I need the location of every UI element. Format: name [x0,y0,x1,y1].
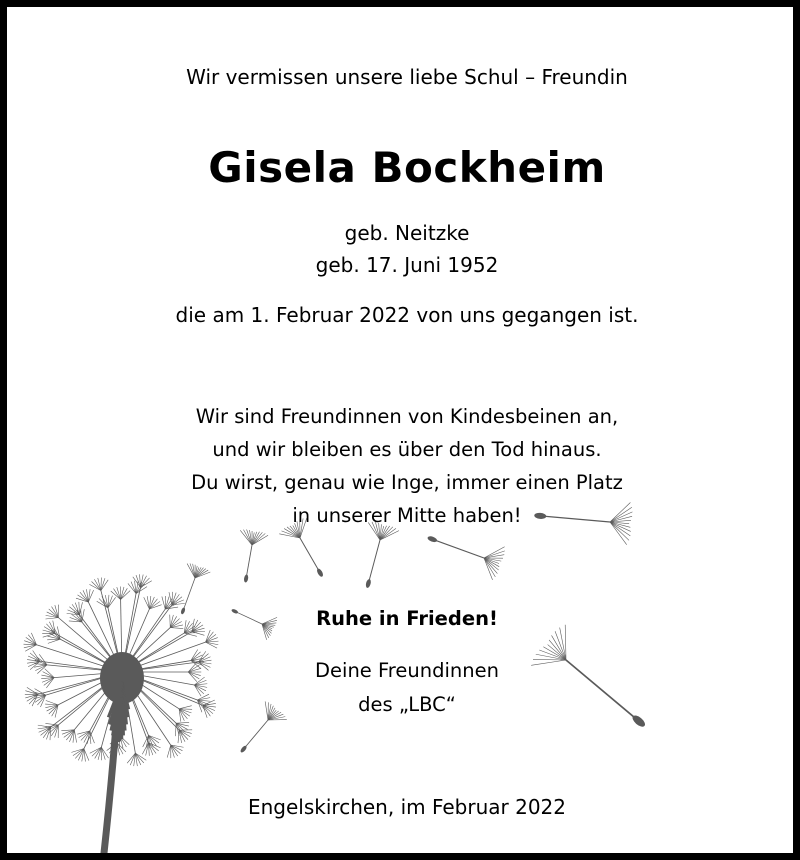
poem-line: Wir sind Freundinnen von Kindesbeinen an, [195,405,619,428]
birth-date: geb. 17. Juni 1952 [315,253,499,277]
death-statement: die am 1. Februar 2022 von uns gegangen ist. [175,303,639,327]
flying-seed [365,522,399,588]
place-date: Engelskirchen, im Februar 2022 [247,795,567,819]
poem-line: und wir bleiben es über den Tod hinaus. [212,438,602,461]
poem-line: Du wirst, genau wie Inge, immer einen Platz [191,471,623,494]
farewell-text: Ruhe in Frieden! [316,607,498,630]
maiden-name: geb. Neitzke [344,221,470,245]
deceased-name: Gisela Bockheim [208,143,606,192]
poem-line: in unserer Mitte haben! [292,504,522,527]
flying-seed [427,535,505,580]
signature-line: Deine Freundinnen [315,659,499,682]
intro-line: Wir vermissen unsere liebe Schul – Freundin [186,65,628,89]
flying-seed [240,530,268,583]
dandelion-illustration [7,7,793,853]
signature-line: des „LBC“ [358,693,456,716]
